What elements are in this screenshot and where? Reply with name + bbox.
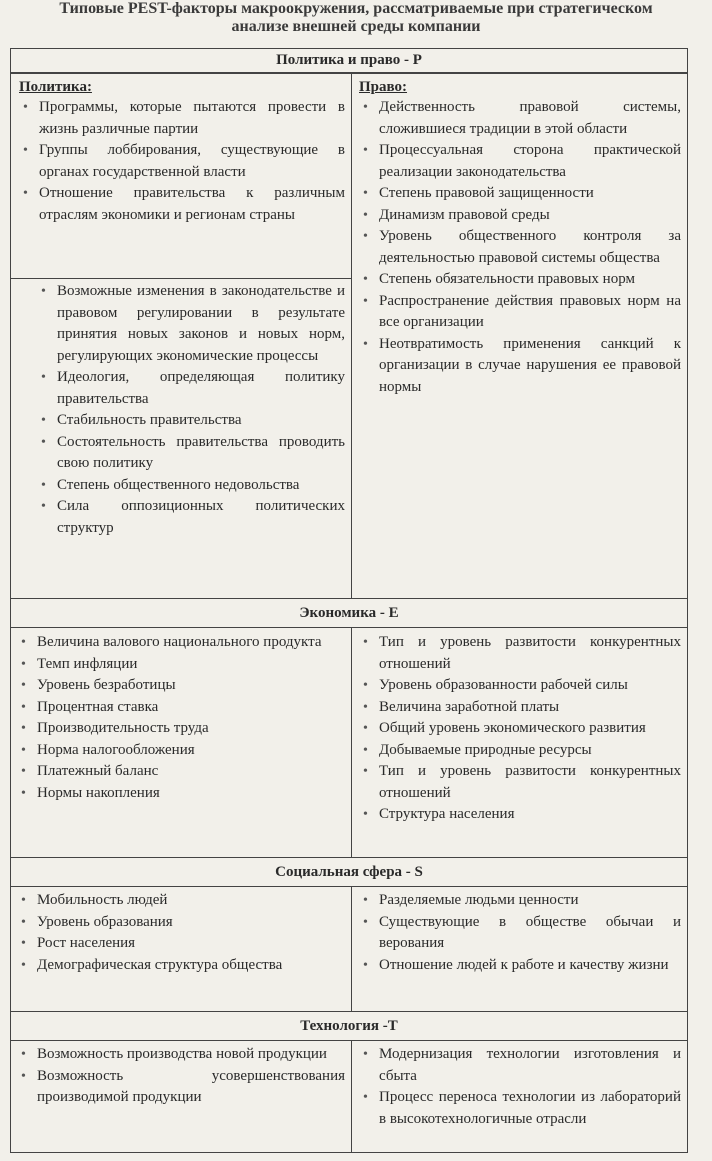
list-item: • Возможность производства новой продукции: [17, 1044, 345, 1066]
politics-left-break: [11, 278, 351, 279]
subheader-line: [11, 73, 687, 74]
list-item: • Процессуальная сторона практической реализации законодательства: [359, 140, 681, 183]
list-item: • Процесс переноса технологии из лабораторий в высокотехнологичные отрасли: [359, 1087, 681, 1130]
list-item: • Сила оппозиционных политических структур: [37, 496, 345, 539]
tech-divider: [351, 1041, 352, 1152]
law-subtitle: Право:: [359, 79, 408, 95]
list-item: • Процентная ставка: [17, 697, 345, 719]
economy-list-left: [17, 632, 345, 804]
politics-left-bottom: [37, 281, 345, 539]
social-divider: [351, 887, 352, 1012]
economy-top-line: [11, 598, 687, 599]
list-item: • Отношение людей к работе и качеству жизни: [359, 955, 681, 977]
list-item: • Уровень общественного контроля за деятельностью правовой системы общества: [359, 226, 681, 269]
social-top-line: [11, 857, 687, 858]
title-line-2: анализе внешней среды компании: [231, 18, 481, 35]
social-left: [17, 890, 345, 976]
tech-list-right: [359, 1044, 681, 1130]
politics-list-top: [19, 97, 345, 226]
list-item: • Нормы накопления: [17, 783, 345, 805]
list-item: • Производительность труда: [17, 718, 345, 740]
list-item: • Существующие в обществе обычаи и верования: [359, 912, 681, 955]
tech-list-left: [17, 1044, 345, 1109]
list-item: • Модернизация технологии изготовления и сбыта: [359, 1044, 681, 1087]
list-item: • Норма налогообложения: [17, 740, 345, 762]
list-item: • Уровень образования: [17, 912, 345, 934]
list-item: • Группы лоббирования, существующие в органах государственной власти: [19, 140, 345, 183]
list-item: • Программы, которые пытаются провести в жизнь различные партии: [19, 97, 345, 140]
section-header-politics: Политика и право - Р: [11, 49, 687, 73]
list-item: • Мобильность людей: [17, 890, 345, 912]
list-item: • Рост населения: [17, 933, 345, 955]
list-item: • Структура населения: [359, 804, 681, 826]
title-line-1: Типовые PEST-факторы макроокружения, рассматриваемые при стратегическом: [59, 0, 653, 17]
list-item: • Темп инфляции: [17, 654, 345, 676]
list-item: • Добываемые природные ресурсы: [359, 740, 681, 762]
list-item: • Возможность усовершенствования производимой продукции: [17, 1066, 345, 1109]
list-item: • Степень обязательности правовых норм: [359, 269, 681, 291]
law-list: [359, 97, 681, 398]
tech-top-line: [11, 1011, 687, 1012]
economy-left: [17, 632, 345, 804]
list-item: • Тип и уровень развитости конкурентных отношений: [359, 632, 681, 675]
list-item: • Отношение правительства к различным отраслям экономики и регионам страны: [19, 183, 345, 226]
list-item: • Действенность правовой системы, сложившиеся традиции в этой области: [359, 97, 681, 140]
list-item: • Степень правовой защищенности: [359, 183, 681, 205]
politics-subtitle: Политика:: [19, 79, 92, 95]
economy-divider: [351, 628, 352, 858]
list-item: • Общий уровень экономического развития: [359, 718, 681, 740]
tech-right: [359, 1044, 681, 1130]
law-column: [359, 77, 681, 398]
section-header-social: Социальная сфера - S: [11, 859, 687, 887]
list-item: • Распространение действия правовых норм на все организации: [359, 291, 681, 334]
list-item: • Демографическая структура общества: [17, 955, 345, 977]
list-item: • Возможные изменения в законодательстве и правовом регулировании в результате принятия новых законов и новых норм, регулирующих экономические процессы: [37, 281, 345, 367]
social-right: [359, 890, 681, 976]
list-item: • Уровень образованности рабочей силы: [359, 675, 681, 697]
document-title: [0, 0, 712, 36]
list-item: • Величина заработной платы: [359, 697, 681, 719]
list-item: • Состоятельность правительства проводить свою политику: [37, 432, 345, 475]
politics-divider-top: [351, 73, 352, 278]
list-item: • Уровень безработицы: [17, 675, 345, 697]
list-item: • Разделяемые людьми ценности: [359, 890, 681, 912]
social-list-left: [17, 890, 345, 976]
economy-list-right: [359, 632, 681, 826]
list-item: • Тип и уровень развитости конкурентных отношений: [359, 761, 681, 804]
list-item: • Степень общественного недовольства: [37, 475, 345, 497]
politics-list-bottom: [37, 281, 345, 539]
politics-divider-bottom: [351, 278, 352, 598]
tech-left: [17, 1044, 345, 1109]
economy-right: [359, 632, 681, 826]
list-item: • Идеология, определяющая политику правительства: [37, 367, 345, 410]
list-item: • Динамизм правовой среды: [359, 205, 681, 227]
list-item: • Платежный баланс: [17, 761, 345, 783]
section-header-economy: Экономика - Е: [11, 600, 687, 628]
list-item: • Величина валового национального продукта: [17, 632, 345, 654]
list-item: • Стабильность правительства: [37, 410, 345, 432]
politics-left-top: [19, 77, 345, 226]
list-item: • Неотвратимость применения санкций к организации в случае нарушения ее правовой нормы: [359, 334, 681, 399]
pest-table: [10, 48, 688, 1153]
social-list-right: [359, 890, 681, 976]
section-header-tech: Технология -Т: [11, 1013, 687, 1041]
